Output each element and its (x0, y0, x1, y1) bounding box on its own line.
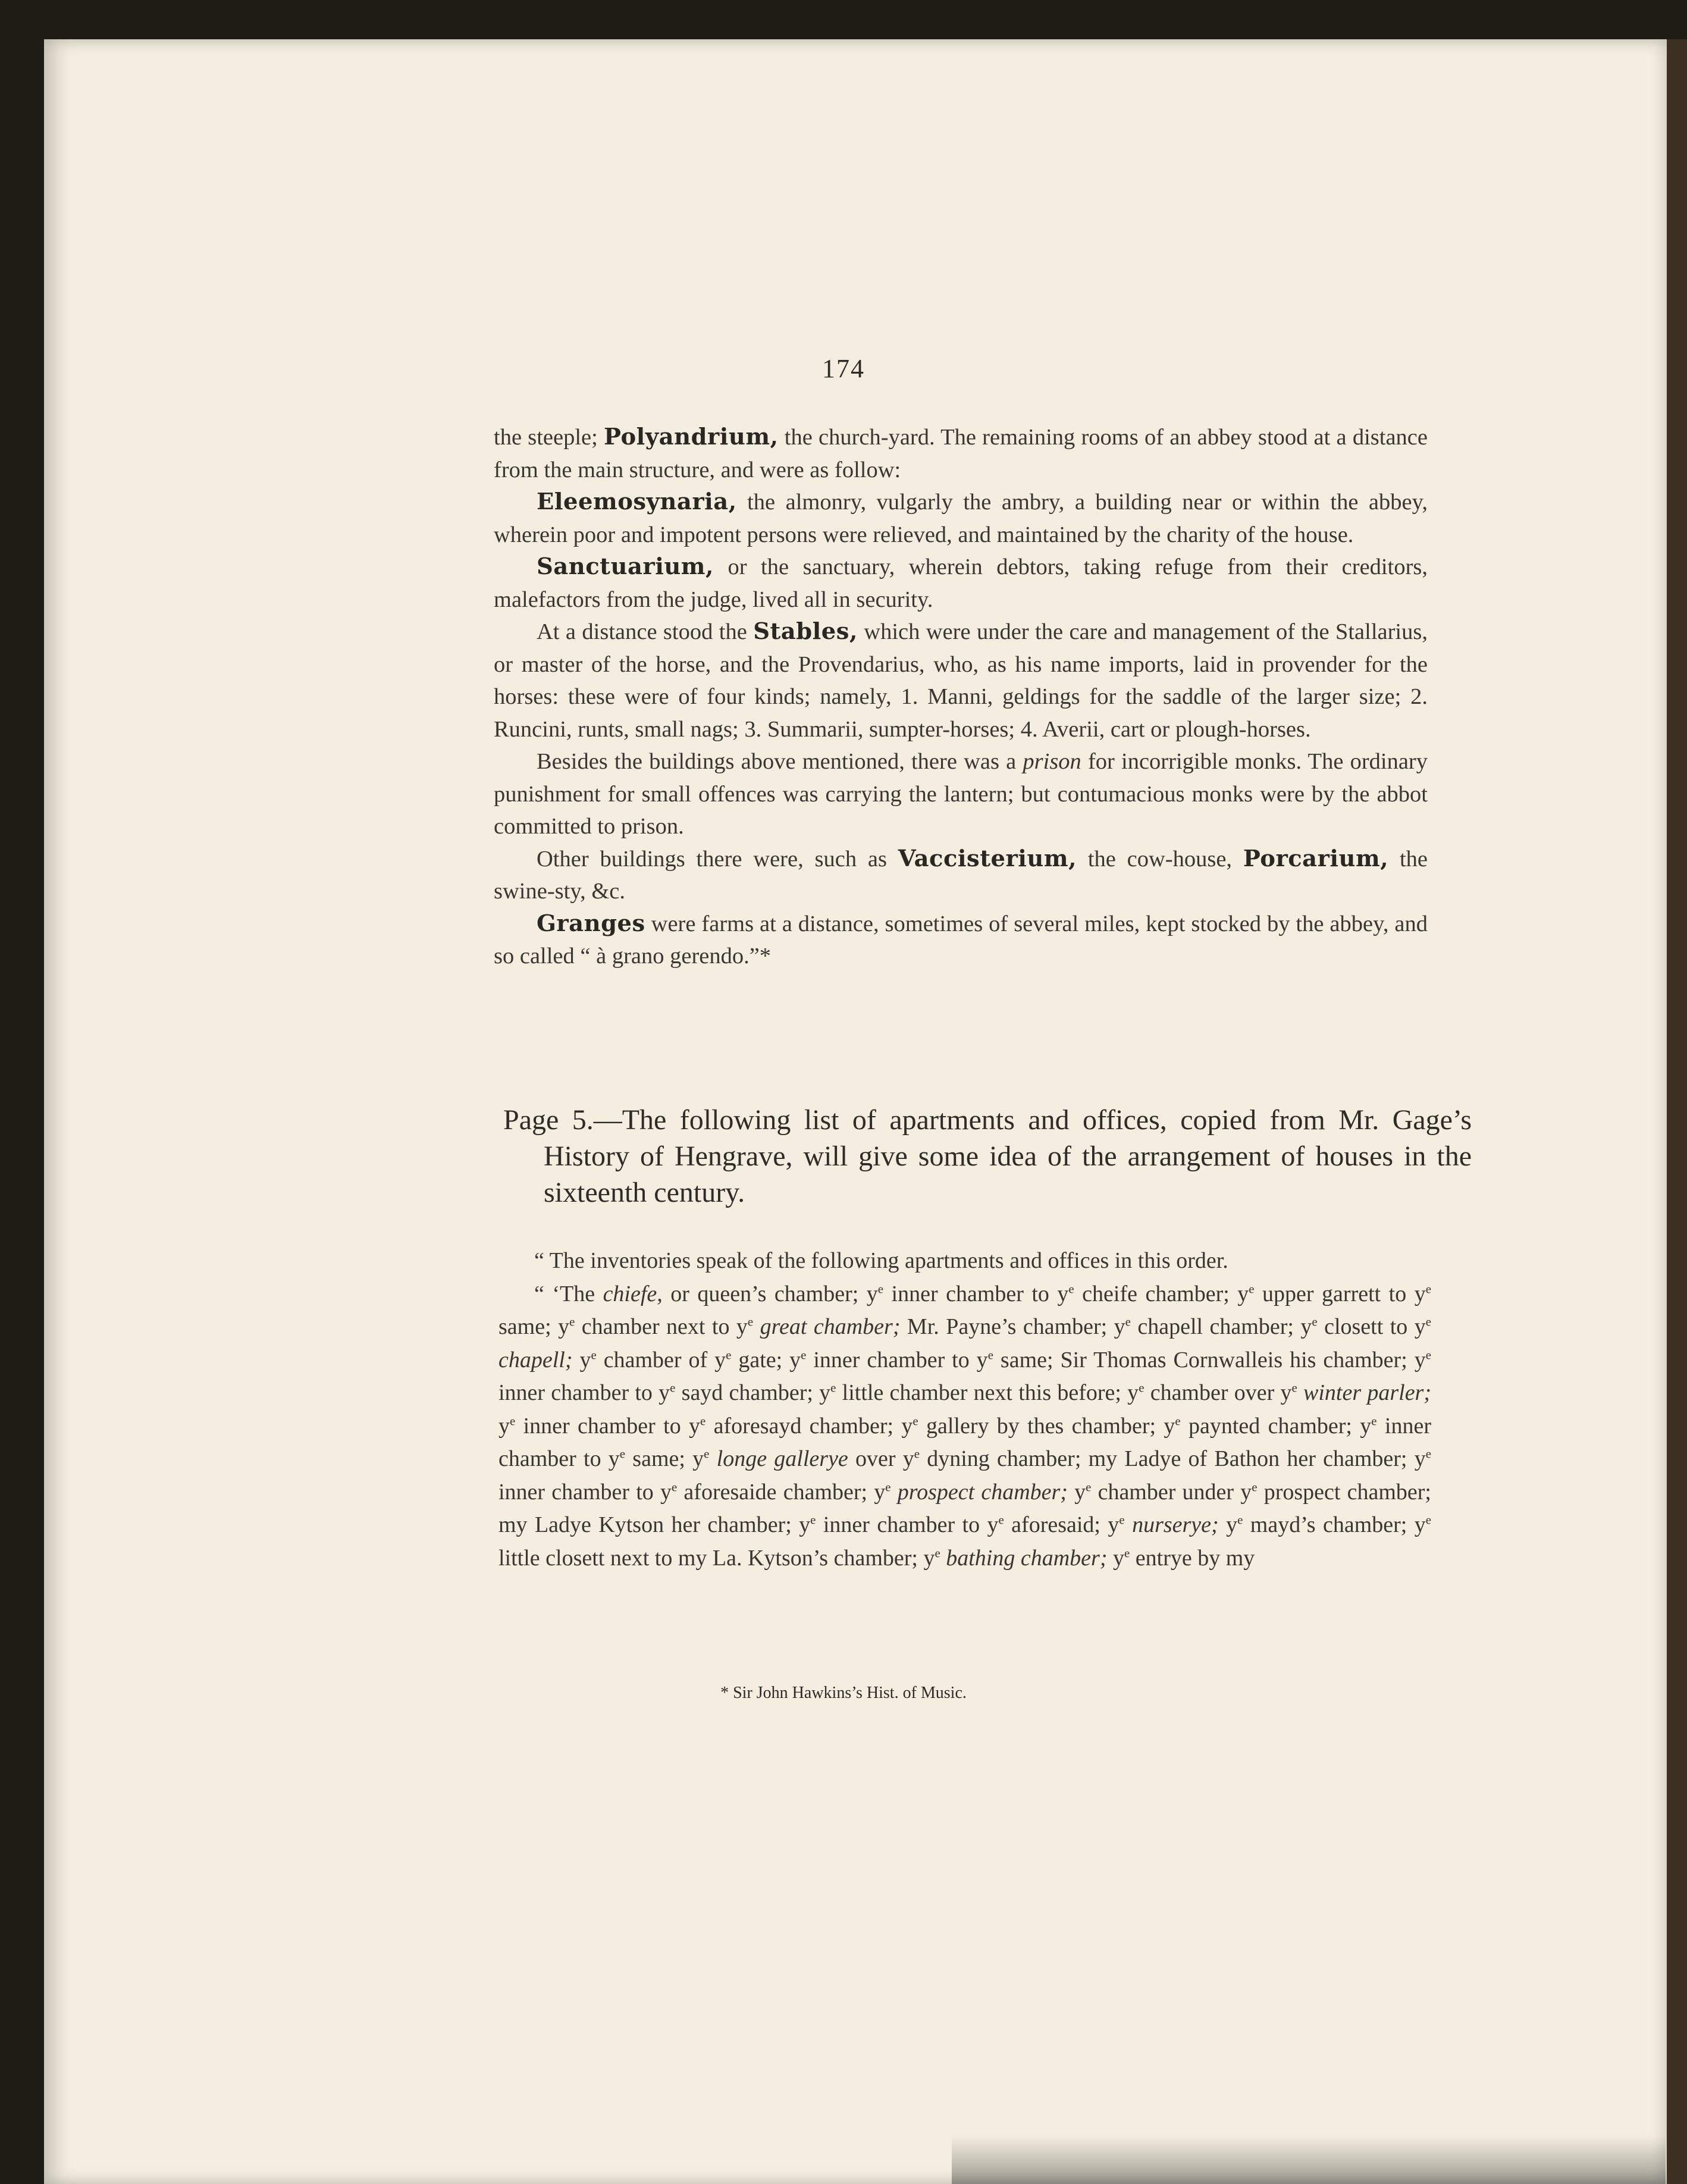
inventory-quotation (498, 1245, 1431, 1575)
abbey-rooms-text (494, 421, 1428, 973)
text-run: little closett next to my La. Kytson’s chamber; y (498, 1545, 935, 1571)
text-run: gate; y (731, 1347, 801, 1373)
text-run: inner chamber to y (515, 1413, 701, 1439)
text-run: Mr. Payne’s chamber; y (900, 1314, 1125, 1339)
text-run: y (498, 1413, 510, 1439)
blackletter-term: Polyandrium, (604, 424, 779, 450)
blackletter-term: Eleemosynaria, (537, 488, 737, 515)
text-run: aforesaid; y (1004, 1512, 1120, 1537)
text-run: mayd’s chamber; y (1243, 1512, 1426, 1537)
section-heading: Page 5.—The following list of apartments and offices, copied from Mr. Gage’s History of Hengrave, will give some idea of the arrangement of houses in the sixteenth century. (503, 1104, 1472, 1208)
italic-term: bathing chamber; (946, 1545, 1108, 1571)
superscript-e: e (1425, 1281, 1431, 1296)
superscript-e: e (1291, 1380, 1297, 1395)
text-run: same; y (498, 1314, 570, 1339)
page-shadow (952, 2136, 1666, 2184)
text-run: entrye by my (1130, 1545, 1255, 1571)
text-run: sayd chamber; y (675, 1380, 831, 1405)
text-run: the swine-sty, &c. (494, 846, 1428, 904)
superscript-e: e (1125, 1314, 1131, 1329)
text-run: upper garrett to y (1254, 1281, 1426, 1306)
text-run: aforesaide chamber; y (677, 1479, 886, 1505)
text-run: or queen’s chamber; y (662, 1281, 878, 1306)
superscript-e: e (1249, 1281, 1255, 1296)
text-run: the cow-house, (1077, 846, 1243, 872)
text-run: prospect chamber; my Ladye Kytson her chamber; y (498, 1479, 1431, 1537)
text-run: inner chamber to y (498, 1413, 1431, 1471)
text-run: little chamber next this before; y (836, 1380, 1139, 1405)
text-run (940, 1546, 946, 1571)
paragraph-granges (494, 908, 1428, 973)
superscript-e: e (1139, 1380, 1144, 1395)
superscript-e: e (935, 1545, 940, 1560)
italic-term: nurserye; (1132, 1512, 1219, 1537)
text-run: inner chamber to y (806, 1347, 988, 1373)
blackletter-term: Sanctuarium, (537, 553, 714, 580)
text-run: aforesayd chamber; y (705, 1413, 913, 1439)
inventory-list (498, 1278, 1431, 1575)
text-run: y (1067, 1479, 1086, 1505)
superscript-e: e (1175, 1413, 1181, 1428)
text-run: dyning chamber; my Ladye of Bathon her chamber; y (920, 1446, 1426, 1471)
text-run: y (1218, 1512, 1238, 1537)
paragraph-sanctuarium (494, 551, 1428, 616)
superscript-e: e (914, 1446, 920, 1461)
text-run (1297, 1380, 1303, 1405)
paragraph-stables (494, 616, 1428, 745)
text-run: chamber next to y (575, 1314, 748, 1339)
superscript-e: e (671, 1479, 678, 1494)
text-run: closett to y (1317, 1314, 1426, 1339)
superscript-e: e (747, 1314, 754, 1329)
superscript-e: e (830, 1380, 836, 1395)
italic-term: prison (1023, 749, 1081, 774)
superscript-e: e (1371, 1413, 1377, 1428)
italic-term: prospect chamber; (897, 1479, 1068, 1505)
superscript-e: e (801, 1347, 807, 1362)
paragraph-other-buildings (494, 843, 1428, 908)
superscript-e: e (1252, 1479, 1258, 1494)
text-run: y (572, 1347, 591, 1373)
text-run: chapell chamber; y (1130, 1314, 1312, 1339)
text-run: gallery by thes chamber; y (918, 1413, 1175, 1439)
superscript-e: e (704, 1446, 710, 1461)
superscript-e: e (1086, 1479, 1092, 1494)
text-run: same; Sir Thomas Cornwalleis his chamber; y (993, 1347, 1426, 1373)
paragraph-prison (494, 745, 1428, 843)
text-run: chamber over y (1144, 1380, 1292, 1405)
blackletter-term: Porcarium, (1243, 845, 1389, 872)
text-run: or the sanctuary, wherein debtors, taking refuge from their creditors, malefactors from the judge, lived all in security. (494, 554, 1428, 612)
blackletter-term: Vaccisterium, (898, 845, 1077, 872)
superscript-e: e (700, 1413, 706, 1428)
italic-term: chiefe, (603, 1281, 663, 1306)
text-run: cheife chamber; y (1074, 1281, 1249, 1306)
superscript-e: e (1425, 1314, 1431, 1329)
text-run: over y (848, 1446, 914, 1471)
text-run: chamber of y (596, 1347, 726, 1373)
footnote: * Sir John Hawkins’s Hist. of Music. (720, 1684, 967, 1702)
paragraph-polyandrium (494, 421, 1428, 486)
italic-term: chapell; (498, 1347, 573, 1373)
text-run: same; y (625, 1446, 704, 1471)
text-run: inner chamber to y (498, 1380, 670, 1405)
superscript-e: e (1124, 1545, 1130, 1560)
text-run: Other buildings there were, such as (537, 846, 898, 872)
italic-term: longe gallerye (716, 1446, 848, 1471)
superscript-e: e (987, 1347, 993, 1362)
superscript-e: e (591, 1347, 597, 1362)
text-run: inner chamber to y (498, 1479, 672, 1505)
page-number: 174 (822, 354, 865, 383)
superscript-e: e (1425, 1347, 1431, 1362)
superscript-e: e (1312, 1314, 1318, 1329)
superscript-e: e (1425, 1512, 1432, 1527)
text-run: were farms at a distance, sometimes of several miles, kept stocked by the abbey, and so called “ à grano gerendo.”* (494, 911, 1428, 969)
text-run: the steeple; (494, 425, 604, 450)
text-run: for incorrigible monks. The ordinary punishment for small offences was carrying the lantern; but contumacious monks were by the abbot committed to prison. (494, 749, 1428, 839)
superscript-e: e (1119, 1512, 1125, 1527)
text-run: inner chamber to y (883, 1281, 1069, 1306)
text-run: At a distance stood the (537, 619, 754, 644)
superscript-e: e (810, 1512, 816, 1527)
superscript-e: e (913, 1413, 918, 1428)
superscript-e: e (726, 1347, 732, 1362)
text-run: “ ‘The (534, 1281, 603, 1306)
text-run: which were under the care and management of the Stallarius, or master of the horse, and the Provendarius, who, as his name imports, laid in provender for the horses: these were of four kinds; namely, 1. Manni, geldings for the saddle of the larger size; 2. Runcini, runts, small nags; 3. Summarii, sumpter-horses; 4. Averii, cart or plough-horses. (494, 619, 1428, 742)
text-run (753, 1314, 760, 1339)
italic-term: winter parler; (1303, 1380, 1431, 1405)
superscript-e: e (670, 1380, 676, 1395)
blackletter-term: Granges (537, 910, 645, 937)
superscript-e: e (1237, 1512, 1243, 1527)
text-run (891, 1480, 898, 1505)
superscript-e: e (885, 1479, 891, 1494)
superscript-e: e (998, 1512, 1004, 1527)
text-run: y (1107, 1545, 1124, 1571)
paragraph-eleemosynaria (494, 486, 1428, 551)
superscript-e: e (569, 1314, 575, 1329)
superscript-e: e (877, 1281, 884, 1296)
superscript-e: e (510, 1413, 516, 1428)
superscript-e: e (619, 1446, 626, 1461)
text-run: the almonry, vulgarly the ambry, a building near or within the abbey, wherein poor and impotent persons were relieved, and maintained by the charity of the house. (494, 490, 1428, 547)
superscript-e: e (1068, 1281, 1074, 1296)
text-run (709, 1446, 716, 1471)
inventory-intro: “ The inventories speak of the following apartments and offices in this order. (534, 1248, 1228, 1273)
text-run: the church-yard. The remaining rooms of an abbey stood at a distance from the main structure, and were as follow: (494, 425, 1428, 482)
text-run: paynted chamber; y (1180, 1413, 1372, 1439)
text-run: chamber under y (1091, 1479, 1252, 1505)
text-run: inner chamber to y (816, 1512, 999, 1537)
superscript-e: e (1425, 1446, 1431, 1461)
text-run: Besides the buildings above mentioned, there was a (537, 749, 1023, 774)
blackletter-term: Stables, (753, 618, 858, 645)
italic-term: great chamber; (760, 1314, 901, 1339)
text-run (1125, 1512, 1132, 1537)
